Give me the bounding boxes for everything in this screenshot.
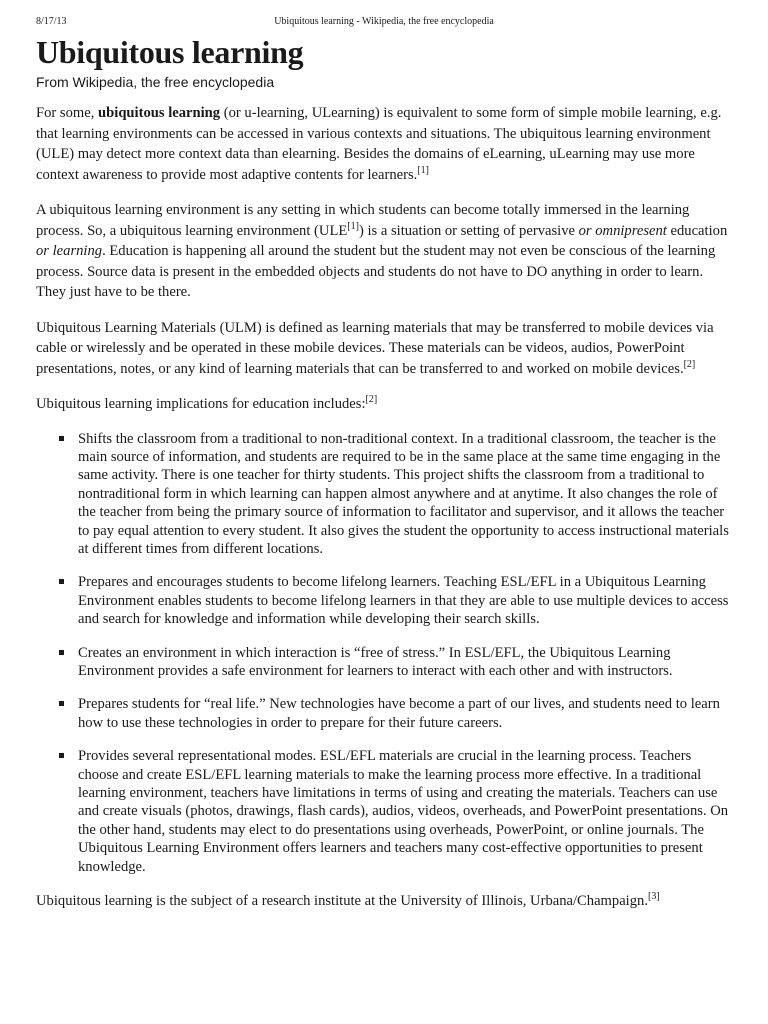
list-item-text: Creates an environment in which interaction is “free of stress.” In ESL/EFL, the Ubiquitous Learning Environment provides a safe environment for learners to interact with each other and with instructors.: [78, 644, 673, 679]
bullet-icon: [59, 701, 64, 706]
bullet-icon: [59, 650, 64, 655]
article-subtitle: From Wikipedia, the free encyclopedia: [36, 74, 275, 90]
text-run: For some,: [36, 105, 99, 121]
article-body: [36, 103, 736, 927]
print-date: 8/17/13: [36, 16, 67, 27]
paragraph-environment: [36, 200, 736, 303]
bullet-icon: [59, 753, 64, 758]
list-item-text: Prepares students for “real life.” New technologies have become a part of our lives, and students need to learn how to use these technologies in order to prepare for their future careers.: [78, 696, 720, 731]
reference-link[interactable]: [1]: [347, 220, 359, 232]
italic-text: or omnipresent: [578, 222, 667, 239]
list-item: [78, 430, 736, 559]
text-run: education: [666, 222, 728, 239]
list-item: [78, 573, 736, 628]
text-run: . Education is happening all around the student but the student may not even be conscious of the learning process. Source data is present in the embedded objects and students do not have to DO anything in order to learn. They just have to be there.: [36, 243, 716, 300]
paragraph-intro: [36, 103, 736, 185]
reference-link[interactable]: [1]: [417, 164, 430, 176]
paragraph-materials: [36, 318, 736, 380]
text-run: (or u-learning, ULearning) is equivalent to some form of simple mobile learning, e.g. that learning environments can be accessed in various contexts and situations. The ubiquitous learning environment (ULE) may detect more context data than elearning. Besides the domains of eLearning, uLearning may use more context awareness to provide most adaptive contents for learners.: [36, 105, 722, 183]
paragraph-implications: [36, 394, 736, 415]
list-item: [78, 747, 736, 876]
bullet-icon: [59, 579, 64, 584]
text-run: A ubiquitous learning environment is any setting in which students can become totally immersed in the learning process. So, a ubiquitous learning environment (ULE: [36, 202, 690, 239]
bold-term: ubiquitous learning: [98, 105, 221, 121]
list-item-text: Provides several representational modes. ESL/EFL materials are crucial in the learning process. Teachers choose and create ESL/EFL learning materials to make the learning process more effective. In a traditional learning environment, teachers have limitations in terms of using and creating the materials. Teachers can use and create visuals (photos, drawings, flash cards), audios, videos, overheads, and PowerPoint presentations. On the other hand, students may elect to do presentations using overheads, PowerPoint, or online journals. The Ubiquitous Learning Environment offers learners and teachers many cost-effective opportunities to present knowledge.: [78, 748, 729, 875]
print-header: [0, 16, 768, 32]
implications-list: [36, 430, 736, 877]
text-run: Ubiquitous learning implications for education includes:: [36, 396, 366, 412]
reference-link[interactable]: [3]: [647, 891, 660, 903]
reference-link[interactable]: [2]: [365, 394, 378, 406]
bullet-icon: [59, 436, 64, 441]
paragraph-research: [36, 891, 736, 912]
italic-text: or learning: [36, 243, 103, 259]
text-run: Ubiquitous learning is the subject of a research institute at the University of Illinois, Urbana/Champaign.: [36, 893, 648, 910]
list-item-text: Shifts the classroom from a traditional to non-traditional context. In a traditional classroom, the teacher is the main source of information, and students are required to be in the same place at the same time engaging in the same activity. There is one teacher for thirty students. This project shifts the classroom from a traditional to nontraditional form in which learning can happen almost anywhere and at anytime. It also changes the role of the teacher from being the primary source of information to facilitator and supervisor, and it allows the teacher to pay equal attention to every student. It also gives the student the opportunity to access instructional materials at different times from different locations.: [78, 430, 729, 557]
reference-link[interactable]: [2]: [683, 358, 696, 370]
print-page-title: Ubiquitous learning - Wikipedia, the free encyclopedia: [274, 16, 494, 27]
list-item: [78, 644, 736, 681]
article-title: Ubiquitous learning: [36, 34, 304, 70]
list-item-text: Prepares and encourages students to become lifelong learners. Teaching ESL/EFL in a Ubiquitous Learning Environment enables students to become lifelong learners in that they are able to use multiple devices to access and search for knowledge and information while developing their search skills.: [78, 574, 729, 628]
text-run: ) is a situation or setting of pervasive: [358, 222, 579, 239]
text-run: Ubiquitous Learning Materials (ULM) is defined as learning materials that may be transferred to mobile devices via cable or wirelessly and be operated in these mobile devices. These materials can be videos, audios, PowerPoint presentations, notes, or any kind of learning materials that can be transferred to and worked on mobile devices.: [36, 319, 714, 377]
list-item: [78, 695, 736, 732]
